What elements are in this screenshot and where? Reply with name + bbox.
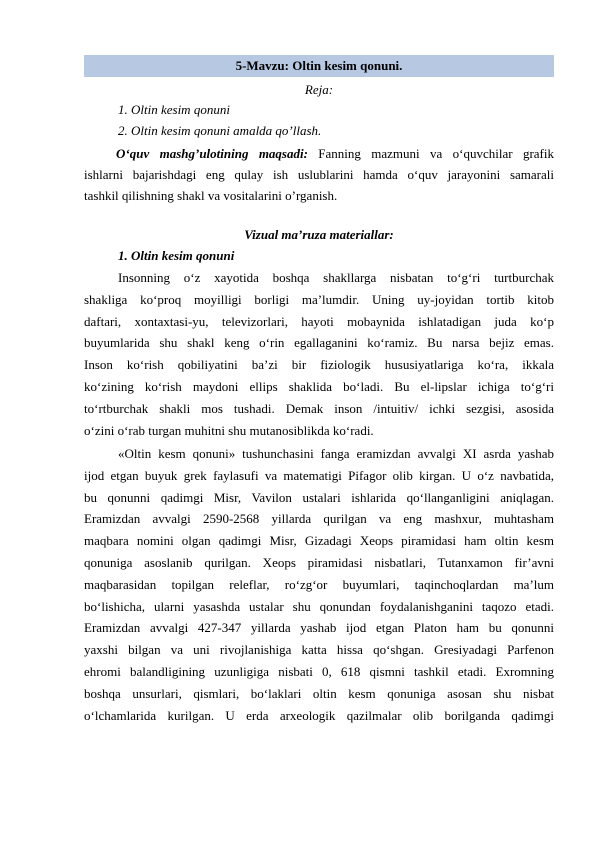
paragraph2-line: o‘lchamlarida kurilgan. U erda arxeologik qazilmalar olib borilganda qadimgi bbox=[84, 707, 554, 723]
paragraph2-line: yaxshi bilgan va uni rivojlanishiga katta hissa qo‘shgan. Gresiyadagi Parfenon bbox=[84, 642, 554, 658]
paragraph2-line: maqbara nomini olgan qadimgi Misr, Gizadagi Xeops piramidasi ham oltin kesm bbox=[84, 533, 554, 549]
goal-label: O‘quv mashg’ulotining maqsadi: bbox=[116, 146, 308, 161]
paragraph1-line: daftari, xontaxtasi-yu, televizorlari, hayoti mobaynida ishlatadigan juda ko‘p bbox=[84, 313, 554, 329]
paragraph1-line: Inson ko‘rish qobiliyatini ba’zi bir fiziologik hususiyatlariga ko‘ra, ikkala bbox=[84, 357, 554, 373]
paragraph1-line: buyumlarida shu shakl keng o‘rin egallaganini ko‘ramiz. Bu narsa bejiz emas. bbox=[84, 335, 554, 351]
goal-line-1 bbox=[116, 145, 554, 163]
paragraph1-line: ko‘zining ko‘rish maydoni ellips shaklida bo‘ladi. Bu el-lipslar ichiga to‘g‘ri bbox=[84, 379, 554, 394]
paragraph2-line: Eramizdan avvalgi 427-347 yillarda yashab ijod etgan Platon ham bu qonunni bbox=[84, 620, 554, 636]
page-title: 5-Mavzu: Oltin kesim qonuni. bbox=[84, 55, 554, 77]
paragraph2-line: maqbarasidan topilgan releflar, ro‘zg‘or buyumlari, taqinchoqlardan ma’lum bbox=[84, 576, 554, 592]
section-heading: 1. Oltin kesim qonuni bbox=[118, 248, 235, 263]
plan-heading: Reja: bbox=[304, 82, 334, 97]
paragraph1-line: shakliga ko‘proq moyilligi borligi ma’lumdir. Uning uy-joyidan tortib kitob bbox=[84, 291, 554, 307]
plan-item-2: 2. Oltin kesim qonuni amalda qo’llash. bbox=[118, 123, 322, 138]
paragraph1-line: o‘zini o‘rab turgan muhitni shu mutanosiblikda ko‘radi. bbox=[84, 422, 374, 438]
goal-text-1: Fanning mazmuni va o‘quvchilar grafik bbox=[307, 146, 554, 161]
paragraph2-line: «Oltin kesm qonuni» tushunchasini fanga eramizdan avvalgi XI asrda yashab bbox=[118, 446, 554, 461]
paragraph2-line: ehromi balandligining uzunligiga nisbati 0, 618 qismni tashkil etadi. Exromning bbox=[84, 664, 554, 679]
goal-line-2: ishlarni bajarishdagi eng qulay ish uslublarini hamda o‘quv jarayonini samarali bbox=[84, 167, 554, 182]
goal-line-3: tashkil qilishning shakl va vositalarini o’rganish. bbox=[84, 188, 338, 203]
plan-item-1: 1. Oltin kesim qonuni bbox=[118, 102, 230, 117]
paragraph1-line: to‘rtburchak shakli mos tushadi. Demak inson /intuitiv/ ichki sezgisi, asosida bbox=[84, 400, 554, 416]
paragraph2-line: bo‘lishicha, ularni yasashda ustalar shu qonundan foydalanishganini taqozo etadi. bbox=[84, 598, 554, 614]
paragraph2-line: bu qonunni qadimgi Misr, Vavilon ustalari ishlarida qo‘llanganligini aniqlagan. bbox=[84, 489, 554, 505]
paragraph2-line: boshqa unsurlari, qismlari, bo‘laklari oltin kesm qonuniga asosan shu nisbat bbox=[84, 685, 554, 701]
paragraph2-line: qonuniga asoslanib qurilgan. Xeops piramidasi nisbatlari, Tutanxamon fir’avni bbox=[84, 555, 554, 570]
paragraph2-line: Eramizdan avvalgi 2590-2568 yillarda qurilgan va eng mashxur, muhtasham bbox=[84, 511, 554, 527]
paragraph2-line: ijod etgan buyuk grek faylasufi va matematigi Pifagor olib kirgan. U o‘z navbatida, bbox=[84, 467, 554, 483]
visual-heading: Vizual ma’ruza materiallar: bbox=[244, 227, 394, 242]
paragraph1-line: Insonning o‘z xayotida boshqa shakllarga nisbatan to‘g‘ri turtburchak bbox=[118, 270, 554, 285]
